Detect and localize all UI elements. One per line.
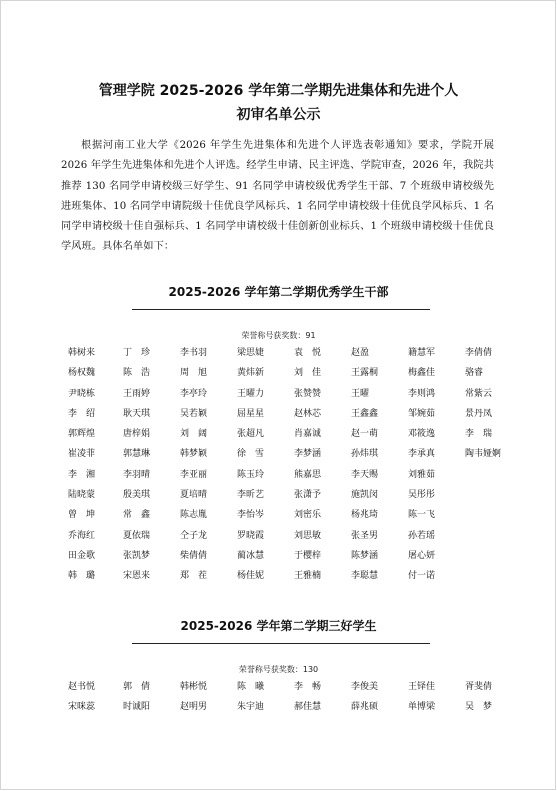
student-name: 李天赐 bbox=[351, 469, 379, 480]
student-name: 唐梓娟 bbox=[123, 429, 151, 440]
student-name: 陈 浩 bbox=[123, 368, 151, 379]
student-name: 赵明男 bbox=[180, 702, 208, 713]
student-name: 丁 珍 bbox=[123, 348, 151, 358]
name-row bbox=[68, 343, 508, 363]
name-row bbox=[68, 505, 508, 525]
student-name: 屈星星 bbox=[237, 408, 265, 419]
student-name: 单博梁 bbox=[408, 702, 436, 713]
student-name: 陈志胤 bbox=[180, 510, 208, 521]
student-name: 仝子龙 bbox=[180, 530, 208, 541]
student-name: 黄炜新 bbox=[237, 368, 265, 379]
student-name: 邓筱逸 bbox=[408, 429, 436, 440]
student-name: 籍慧军 bbox=[408, 348, 436, 358]
student-name: 李承真 bbox=[408, 449, 436, 460]
intro-paragraph: 根据河南工业大学《2026 年学生先进集体和先进个人评选表彰通知》要求，学院开展 2026 年学生先进集体和先进个人评选。经学生申请、民主评选、学院审查，2026 年，我院共推荐 130 名同学申请校级三好学生、91 名同学申请校级优秀学生干部、7 个班级申请校级先进班集体、10 名同学申请院级十佳优良学风标兵、1 名同学申请校级十佳优良学风标兵、1 名同学申请校级十佳自强标兵、1 名同学申请校级十佳创新创业标兵、1 个班级申请校级十佳优良学风班。具体名单如下： bbox=[61, 140, 494, 253]
student-name: 徐 雪 bbox=[237, 449, 265, 460]
student-name: 柴倩倩 bbox=[180, 550, 208, 561]
name-row bbox=[68, 444, 508, 464]
student-name: 吴若颖 bbox=[180, 408, 208, 419]
section-title-merit-students: 2025-2026 学年第二学期三好学生 bbox=[180, 619, 377, 633]
student-name: 王鑫鑫 bbox=[351, 408, 379, 419]
student-name: 陈 曦 bbox=[237, 682, 265, 692]
student-name: 李 瑞 bbox=[465, 429, 493, 440]
award-count-cadres: 荣誉称号获奖数：91 bbox=[241, 331, 316, 340]
student-name: 王曜 bbox=[351, 388, 370, 399]
student-name: 陆晓蒙 bbox=[68, 490, 96, 501]
student-name: 杨权魏 bbox=[68, 368, 96, 379]
name-row bbox=[68, 384, 508, 404]
student-name: 于樱梓 bbox=[294, 550, 322, 561]
name-row bbox=[68, 465, 508, 485]
student-name: 尹晓栋 bbox=[68, 388, 96, 399]
student-name: 韩彬悦 bbox=[180, 682, 208, 692]
student-name: 郭 倩 bbox=[123, 682, 151, 692]
student-name: 郭辉煌 bbox=[68, 429, 96, 440]
student-name: 郭慧琳 bbox=[123, 449, 151, 460]
student-name: 陈梦涵 bbox=[351, 550, 379, 561]
student-name: 付一诺 bbox=[408, 571, 436, 582]
student-name: 郝佳慧 bbox=[294, 702, 322, 713]
student-name: 李怡岑 bbox=[237, 510, 265, 521]
student-name: 夏培晴 bbox=[180, 490, 208, 501]
document-subtitle: 初审名单公示 bbox=[236, 107, 321, 123]
student-name: 时诚阳 bbox=[123, 702, 151, 713]
student-name: 邹婉茹 bbox=[408, 408, 436, 419]
student-name: 罗晓霞 bbox=[237, 530, 265, 541]
student-name: 李书羽 bbox=[180, 348, 208, 358]
student-name: 陈一飞 bbox=[408, 510, 436, 521]
name-row bbox=[68, 485, 508, 505]
student-name: 宋恩来 bbox=[123, 571, 151, 582]
student-name: 李昕艺 bbox=[237, 490, 265, 501]
student-name: 刘思敏 bbox=[294, 530, 322, 541]
student-name: 李倩倩 bbox=[465, 348, 493, 358]
student-name: 蔺冰慧 bbox=[237, 550, 265, 561]
student-name: 孙炜琪 bbox=[351, 449, 379, 460]
student-name: 薛兆硕 bbox=[351, 702, 379, 713]
student-name: 李 湘 bbox=[68, 469, 96, 480]
student-name: 刘 阔 bbox=[180, 429, 208, 440]
award-count-merit-students: 荣誉称号获奖数：130 bbox=[238, 665, 319, 674]
name-row bbox=[68, 566, 508, 586]
student-name: 李梦涵 bbox=[294, 449, 322, 460]
student-name: 李亭玲 bbox=[180, 388, 208, 399]
student-name: 李 绍 bbox=[68, 408, 96, 419]
name-row bbox=[68, 697, 508, 717]
student-name: 耿天琪 bbox=[123, 408, 151, 419]
student-name: 刘雅茹 bbox=[408, 469, 436, 480]
student-name: 李羽晴 bbox=[123, 469, 151, 480]
section-title-cadres: 2025-2026 学年第二学期优秀学生干部 bbox=[168, 285, 389, 299]
student-name: 骆睿 bbox=[465, 368, 484, 379]
student-name: 施凯闵 bbox=[351, 490, 379, 501]
student-name: 吴 梦 bbox=[465, 702, 493, 713]
student-name: 梅鑫佳 bbox=[408, 368, 436, 379]
student-name: 韩 璐 bbox=[68, 571, 96, 582]
student-name: 景丹凤 bbox=[465, 408, 493, 419]
student-name: 韩梦颖 bbox=[180, 449, 208, 460]
student-name: 王曜力 bbox=[237, 388, 265, 399]
student-name: 张凯梦 bbox=[123, 550, 151, 561]
student-name: 王雅楠 bbox=[294, 571, 322, 582]
student-name: 赵盈 bbox=[351, 348, 370, 358]
student-name: 张赞赞 bbox=[294, 388, 322, 399]
student-name: 赵林芯 bbox=[294, 408, 322, 419]
student-name: 崔凌菲 bbox=[68, 449, 96, 460]
student-name: 田金歌 bbox=[68, 550, 96, 561]
student-name: 李亚丽 bbox=[180, 469, 208, 480]
name-row bbox=[68, 404, 508, 424]
student-name: 胥斐倩 bbox=[465, 682, 493, 692]
section-divider bbox=[132, 643, 430, 644]
document-title: 管理学院 2025-2026 学年第二学期先进集体和先进个人 bbox=[98, 83, 459, 99]
student-name: 李聪慧 bbox=[351, 571, 379, 582]
student-name: 陶韦娅婀 bbox=[465, 449, 502, 460]
student-name: 王雨婷 bbox=[123, 388, 151, 399]
student-name: 李 畅 bbox=[294, 682, 322, 692]
student-name: 郑 茬 bbox=[180, 571, 208, 582]
student-name: 梁思婕 bbox=[237, 348, 265, 358]
student-name: 杨佳妮 bbox=[237, 571, 265, 582]
student-name: 赵一萌 bbox=[351, 429, 379, 440]
name-row bbox=[68, 677, 508, 697]
name-row bbox=[68, 363, 508, 383]
student-name: 乔海红 bbox=[68, 530, 96, 541]
name-grid-cadres bbox=[68, 343, 508, 587]
student-name: 赵书悦 bbox=[68, 682, 96, 692]
student-name: 李俊美 bbox=[351, 682, 379, 692]
name-row bbox=[68, 526, 508, 546]
student-name: 袁 悦 bbox=[294, 348, 322, 358]
student-name: 屠心妍 bbox=[408, 550, 436, 561]
student-name: 周 旭 bbox=[180, 368, 208, 379]
name-row bbox=[68, 546, 508, 566]
student-name: 吴彤彤 bbox=[408, 490, 436, 501]
student-name: 张圣男 bbox=[351, 530, 379, 541]
student-name: 肖嘉诚 bbox=[294, 429, 322, 440]
student-name: 常紫云 bbox=[465, 388, 493, 399]
student-name: 王露桐 bbox=[351, 368, 379, 379]
student-name: 孙若瑶 bbox=[408, 530, 436, 541]
student-name: 熊嘉思 bbox=[294, 469, 322, 480]
student-name: 常 鑫 bbox=[123, 510, 151, 521]
student-name: 朱宇迪 bbox=[237, 702, 265, 713]
student-name: 夏依瑞 bbox=[123, 530, 151, 541]
student-name: 张潇予 bbox=[294, 490, 322, 501]
student-name: 刘密乐 bbox=[294, 510, 322, 521]
student-name: 韩树来 bbox=[68, 348, 96, 358]
student-name: 刘 佳 bbox=[294, 368, 322, 379]
student-name: 王铎佳 bbox=[408, 682, 436, 692]
student-name: 宋咪蕊 bbox=[68, 702, 96, 713]
name-row bbox=[68, 424, 508, 444]
student-name: 殷美琪 bbox=[123, 490, 151, 501]
student-name: 陈玉玲 bbox=[237, 469, 265, 480]
student-name: 杨兆琦 bbox=[351, 510, 379, 521]
student-name: 李则鸿 bbox=[408, 388, 436, 399]
student-name: 张超凡 bbox=[237, 429, 265, 440]
name-grid-merit-students bbox=[68, 677, 508, 718]
section-divider bbox=[132, 309, 430, 310]
student-name: 曾 坤 bbox=[68, 510, 96, 521]
